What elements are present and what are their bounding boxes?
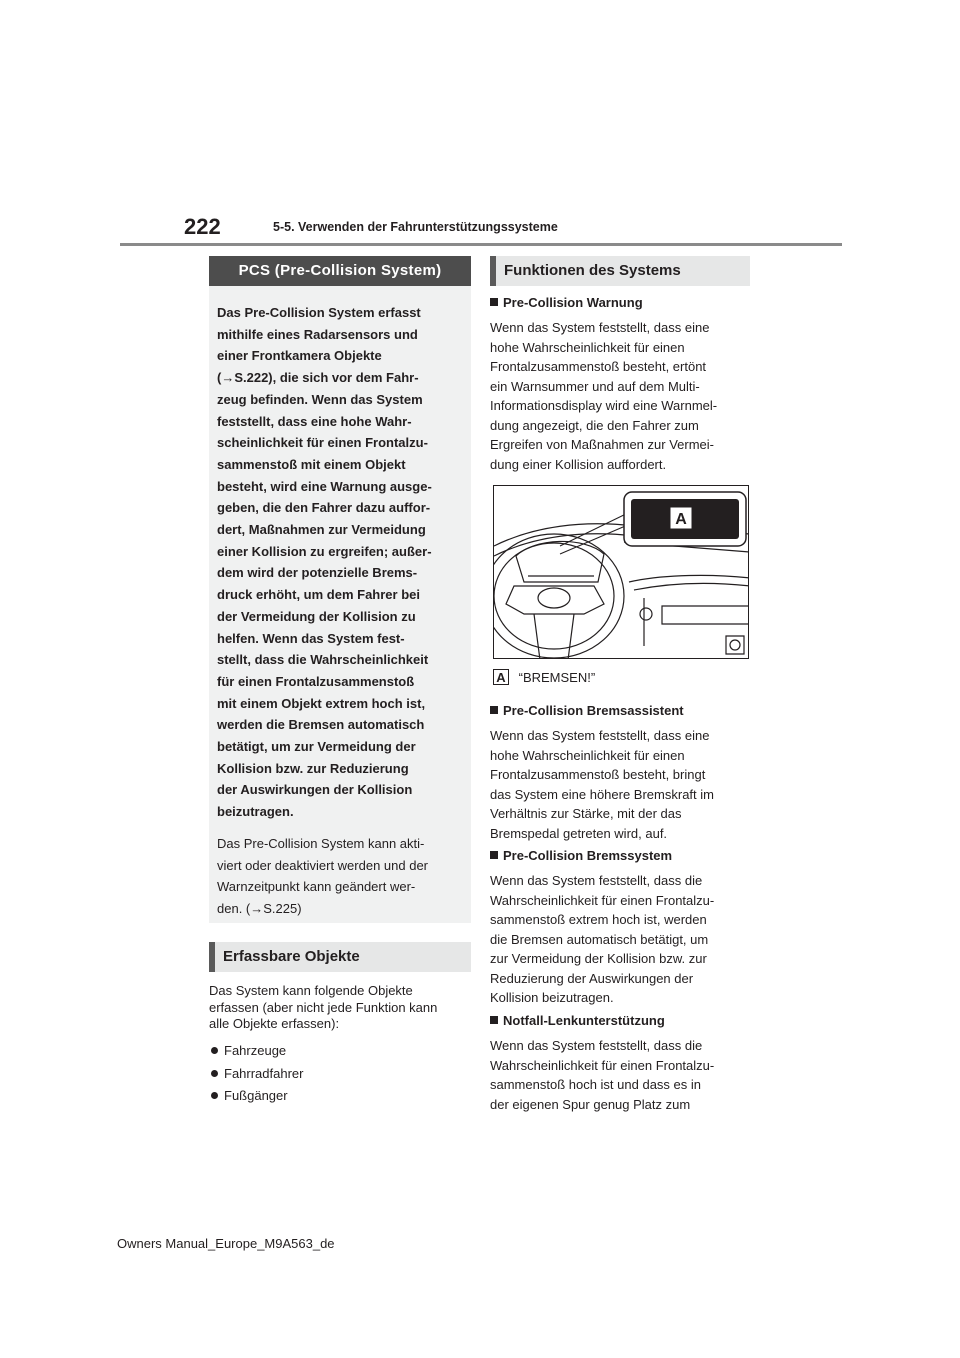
header-divider [120,243,842,246]
pcs-bold-line: Kollision bzw. zur Reduzierung [217,760,409,776]
pcs-bold-line: der Auswirkungen der Kollision [217,782,413,798]
pcs-normal-line: Warnzeitpunkt kann geändert wer- [217,879,416,895]
pcs-bold-line: beizutragen. [217,804,294,820]
text-line: Informationsdisplay wird eine Warnmel- [490,398,718,413]
callout-caption [493,669,595,687]
pcs-bold-line: (→S.222), die sich vor dem Fahr- [217,370,419,386]
pcs-normal-line: den. (→S.225) [217,900,302,916]
object-list-item [211,1066,471,1089]
steering-subheading [490,1013,665,1028]
object-list-item [211,1043,471,1066]
pcs-bold-line: zeug befinden. Wenn das System [217,391,423,407]
pcs-bold-line: besteht, wird eine Warnung ausge- [217,478,432,494]
text-line: Frontalzusammenstoß besteht, bringt [490,767,706,782]
bullet-dot-icon [211,1070,218,1077]
pcs-bold-line: mithilfe eines Radarsensors und [217,326,418,342]
pcs-bold-line: Das Pre-Collision System erfasst [217,305,421,320]
text-line: dung einer Kollision auffordert. [490,456,667,472]
brake-system-subheading [490,848,672,863]
text-line: ein Warnsummer und auf dem Multi- [490,378,700,394]
text-line: sammenstoß extrem hoch ist, werden [490,912,707,927]
pcs-bold-line: geben, die den Fahrer dazu auffor- [217,500,431,516]
square-bullet-icon [490,298,498,306]
page-number: 222 [184,214,221,239]
text-line: Wenn das System feststellt, dass eine [490,728,710,743]
pcs-heading: PCS (Pre-Collision System) [209,256,471,286]
text-line: die Bremsen automatisch betätigt, um [490,931,709,947]
text-line: Ergreifen von Maßnahmen zur Vermei- [490,437,714,452]
text-line: Reduzierung der Auswirkungen der [490,970,694,986]
text-line: Wenn das System feststellt, dass die [490,873,703,888]
pcs-bold-line: druck erhöht, um dem Fahrer bei [217,587,420,603]
callout-caption-text: “BREMSEN!” [518,670,596,685]
text-line: Wahrscheinlichkeit für einen Frontalzu- [490,1057,715,1073]
text-line: Frontalzusammenstoß besteht, ertönt [490,359,707,374]
object-label: Fahrzeuge [224,1043,287,1058]
text-line: erfassen (aber nicht jede Funktion kann [209,999,438,1015]
steering-description [490,1036,755,1114]
brake-assist-description [490,726,755,843]
pcs-bold-line: werden die Bremsen automatisch [217,717,425,733]
object-label: Fahrradfahrer [224,1065,304,1081]
text-line: Kollision beizutragen. [490,990,614,1005]
text-line: Wenn das System feststellt, dass die [490,1038,703,1053]
funktionen-heading: Funktionen des Systems [490,256,750,286]
text-line: Verhältnis zur Stärke, mit der das [490,806,682,821]
text-line: hohe Wahrscheinlichkeit für einen [490,339,685,355]
pcs-bold-line: für einen Frontalzusammenstoß [217,673,415,689]
erfassbare-intro [209,983,474,1033]
text-line: Wenn das System feststellt, dass eine [490,320,710,335]
bullet-dot-icon [211,1092,218,1099]
text-line: Bremspedal getreten wird, auf. [490,825,668,841]
figure-callout-label: A [675,511,687,528]
object-list [211,1043,471,1111]
object-label: Fußgänger [224,1088,288,1103]
text-line: Wahrscheinlichkeit für einen Frontalzu- [490,892,715,908]
brake-system-title: Pre-Collision Bremssystem [503,848,673,863]
object-list-item [211,1088,471,1111]
square-bullet-icon [490,851,498,859]
warning-subheading [490,295,643,310]
brake-assist-subheading [490,703,684,718]
pcs-bold-line: dert, Maßnahmen zur Vermeidung [217,522,426,537]
dashboard-illustration [493,485,749,659]
footer-document-id: Owners Manual_Europe_M9A563_de [117,1236,335,1251]
text-line: Das System kann folgende Objekte [209,983,413,998]
text-line: das System eine höhere Bremskraft im [490,786,714,802]
pcs-bold-line: stellt, dass die Wahrscheinlichkeit [217,652,429,668]
pcs-bold-line: dem wird der potenzielle Brems- [217,565,418,581]
warning-title: Pre-Collision Warnung [503,295,643,310]
pcs-normal-line: viert oder deaktiviert werden und der [217,857,429,873]
pcs-bold-line: helfen. Wenn das System fest- [217,630,405,646]
pcs-bold-line: feststellt, dass eine hohe Wahr- [217,413,412,429]
brake-assist-title: Pre-Collision Bremsassistent [503,703,684,718]
text-line: hohe Wahrscheinlichkeit für einen [490,747,685,763]
warning-description [490,318,755,474]
text-line: der eigenen Spur genug Platz zum [490,1096,691,1112]
square-bullet-icon [490,1016,498,1024]
square-bullet-icon [490,706,498,714]
erfassbare-objekte-heading: Erfassbare Objekte [209,942,471,972]
text-line: zur Vermeidung der Kollision bzw. zur [490,951,707,966]
callout-marker: A [493,669,509,685]
pcs-bold-line: mit einem Objekt extrem hoch ist, [217,695,426,711]
bullet-dot-icon [211,1047,218,1054]
brake-system-description [490,871,755,1008]
text-line: alle Objekte erfassen): [209,1016,340,1031]
pcs-bold-line: betätigt, um zur Vermeidung der [217,739,416,754]
pcs-bold-line: sammenstoß mit einem Objekt [217,456,406,472]
steering-title: Notfall-Lenkunterstützung [503,1013,665,1028]
pcs-bold-line: einer Frontkamera Objekte [217,348,382,364]
pcs-normal-line: Das Pre-Collision System kann akti- [217,835,425,851]
pcs-summary-box [209,286,471,923]
dashboard-drawing [494,486,749,659]
text-line: dung angezeigt, die den Fahrer zum [490,417,699,433]
pcs-bold-line: einer Kollision zu ergreifen; außer- [217,543,432,559]
text-line: sammenstoß hoch ist und dass es in [490,1077,701,1092]
pcs-bold-line: der Vermeidung der Kollision zu [217,608,416,624]
section-title: 5-5. Verwenden der Fahrunterstützungssysteme [273,220,558,234]
pcs-bold-line: scheinlichkeit für einen Frontalzu- [217,435,428,451]
